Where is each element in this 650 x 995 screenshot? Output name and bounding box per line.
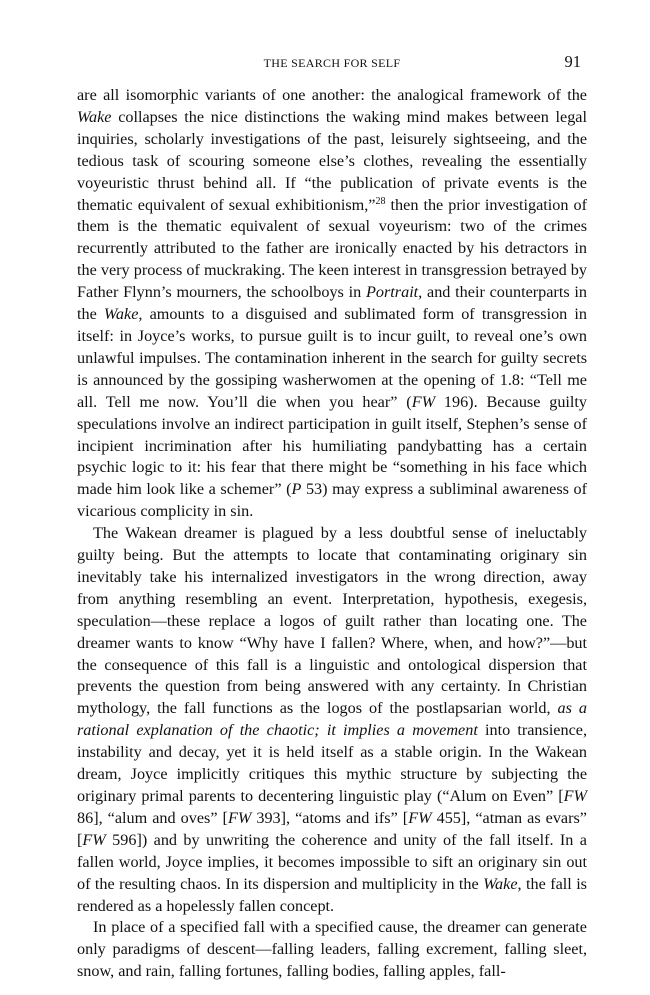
footnote-ref: 28 [375,195,386,207]
running-title: THE SEARCH FOR SELF [263,56,401,70]
body-text [77,85,587,983]
paragraph-3: In place of a specified fall with a specified cause, the dreamer can generate only paradigms of descent—falling leaders, falling excrement, falling sleet, snow, and rain, falling fortunes, falling bodies, falling apples, fall- [77,918,587,981]
running-header [77,52,587,76]
page-number: 91 [564,52,581,71]
book-page [77,52,587,983]
paragraph-1: are all isomorphic variants of one another: the analogical framework of the Wake collapses the nice distinctions the waking mind makes between legal inquiries, scholarly investigations of the past, leisurely sightseeing, and the tedious task of scouring someone else’s clothes, revealing the essentially voyeuristic thrust behind all. If “the publication of private events is the thematic equivalent of sexual exhibitionism,”$^{28}$ then the prior investigation of them is the thematic equivalent of sexual voyeurism: two of the crimes recurrently attributed to the father are ironically enacted by his detractors in the very process of muckraking. The keen interest in transgression betrayed by Father Flynn’s mourners, the schoolboys in Portrait, and their counterparts in the Wake, amounts to a disguised and sublimated form of transgression in itself: in Joyce’s works, to pursue guilt is to incur guilt, to reveal one’s own unlawful impulses. The contamination inherent in the search for guilty secrets is announced by the gossiping washerwomen at the opening of 1.8: “Tell me all. Tell me now. You’ll die when you hear” (FW 196). Because guilty speculations involve an indirect participation in guilt itself, Stephen’s sense of incipient incrimination after his humiliating pandybatting has a certain psychic logic to it: his fear that there might be “something in his face which made him look like a schemer” (P 53) may express a subliminal awareness of vicarious complicity in sin. [77,86,588,521]
paragraph-2: The Wakean dreamer is plagued by a less doubtful sense of ineluctably guilty being. But the attempts to locate that contaminating originary sin inevitably take his internalized investigators in the wrong direction, away from anything resembling an event. Interpretation, hypothesis, exegesis, speculation—these replace a logos of guilt rather than locating one. The dreamer wants to know “Why have I fallen? Where, when, and how?”—but the consequence of this fall is a linguistic and ontological dispersion that prevents the question from being answered with any certainty. In Christian mythology, the fall functions as the logos of the postlapsarian world, as a rational explanation of the chaotic; it implies a movement into transience, instability and decay, yet it is held itself as a stable origin. In the Wakean dream, Joyce implicitly critiques this mythic structure by subjecting the originary primal parents to decentering linguistic play (“Alum on Even” [FW 86], “alum and oves” [FW 393], “atoms and ifs” [FW 455], “atman as evars” [FW 596]) and by unwriting the coherence and unity of the fall itself. In a fallen world, Joyce implies, it becomes impossible to sift an originary sin out of the resulting chaos. In its dispersion and multiplicity in the Wake, the fall is rendered as a hopelessly fallen concept. [77,524,588,915]
